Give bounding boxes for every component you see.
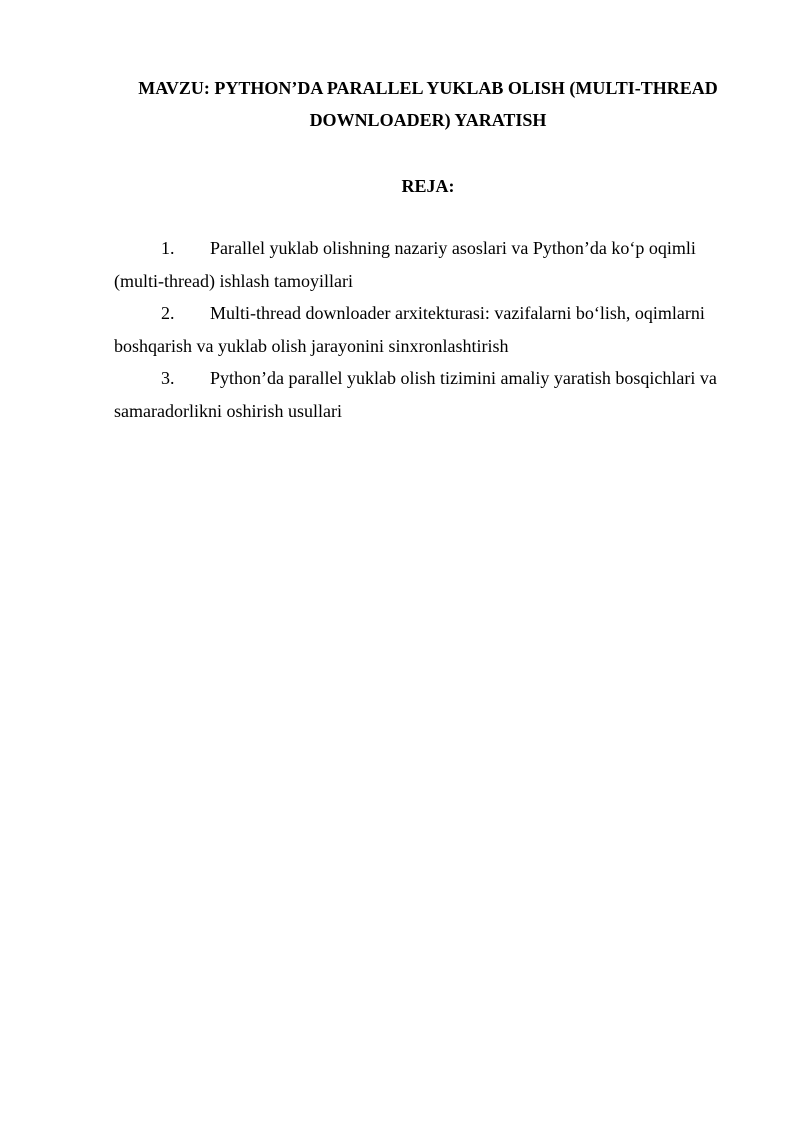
plan-item-number: 2.: [161, 303, 175, 323]
document-title: MAVZU: PYTHON’DA PARALLEL YUKLAB OLISH (MULTI-THREAD DOWNLOADER) YARATISH: [138, 78, 718, 130]
plan-item-1: [114, 232, 744, 297]
plan-item-number: 1.: [161, 238, 175, 258]
plan-item-text: Python’da parallel yuklab olish tizimini amaliy yaratish bosqichlari va samaradorlikni oshirish usullari: [114, 368, 717, 421]
plan-item-3: [114, 362, 744, 427]
plan-item-text: Multi-thread downloader arxitekturasi: vazifalarni bo‘lish, oqimlarni boshqarish va yuklab olish jarayonini sinxronlashtirish: [114, 303, 705, 356]
plan-list: [114, 232, 744, 427]
plan-item-text: Parallel yuklab olishning nazariy asoslari va Python’da ko‘p oqimli (multi-thread) ishlash tamoyillari: [114, 238, 696, 291]
plan-heading: REJA:: [401, 176, 455, 196]
plan-item-2: [114, 297, 744, 362]
plan-item-number: 3.: [161, 368, 175, 388]
